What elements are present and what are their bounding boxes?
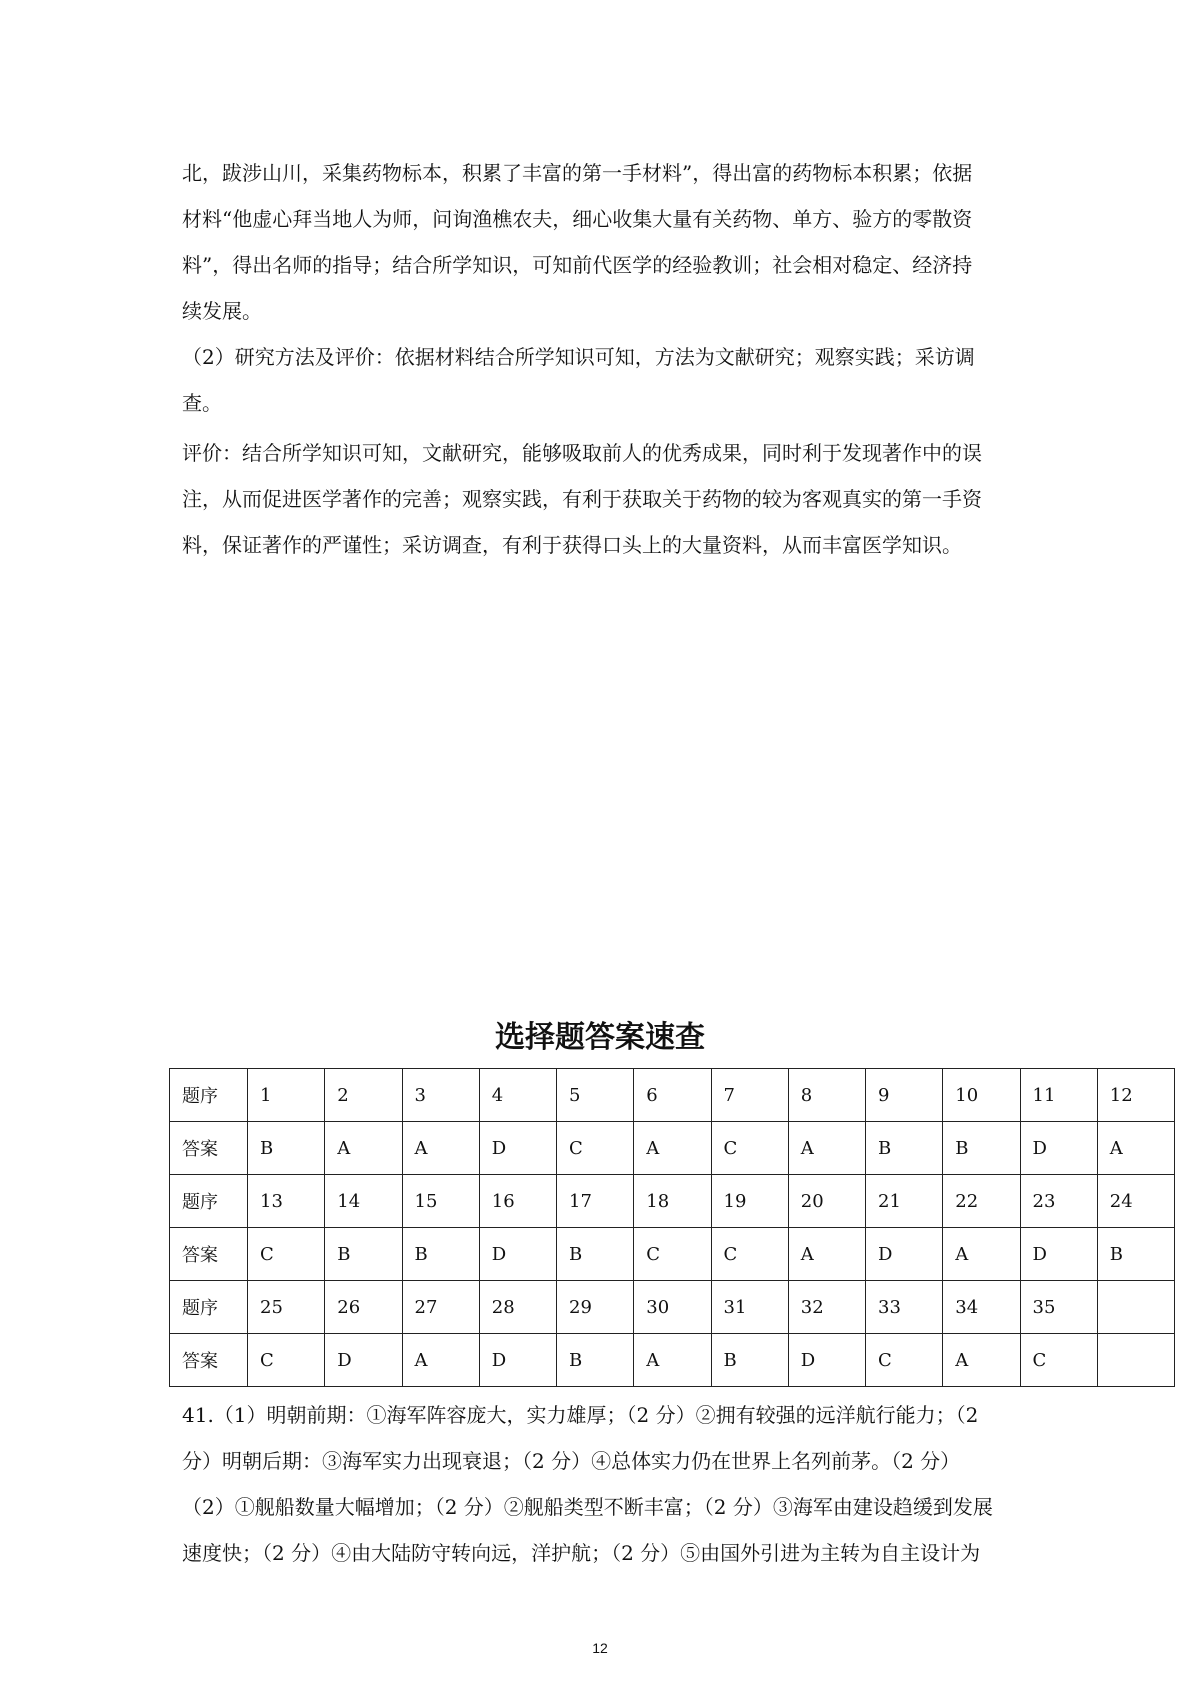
table-cell: 6 xyxy=(634,1069,711,1122)
table-cell: C xyxy=(634,1228,711,1281)
table-cell: B xyxy=(248,1122,325,1175)
text-line: 速度快；（2 分）④由大陆防守转向远，洋护航；（2 分）⑤由国外引进为主转为自主设计为 xyxy=(182,1541,981,1565)
table-row xyxy=(170,1122,1175,1175)
text-line: 查。 xyxy=(182,391,222,415)
paragraph-materials xyxy=(182,150,1022,334)
table-cell: 21 xyxy=(866,1175,943,1228)
table-cell: B xyxy=(557,1228,634,1281)
table-cell: 16 xyxy=(479,1175,556,1228)
table-cell: A xyxy=(634,1334,711,1387)
table-cell: C xyxy=(248,1334,325,1387)
table-cell: D xyxy=(866,1228,943,1281)
table-cell: D xyxy=(788,1334,865,1387)
table-cell: 27 xyxy=(402,1281,479,1334)
table-cell: B xyxy=(866,1122,943,1175)
table-row xyxy=(170,1069,1175,1122)
table-cell: D xyxy=(479,1228,556,1281)
table-cell: D xyxy=(325,1334,402,1387)
table-cell: 15 xyxy=(402,1175,479,1228)
table-cell: 11 xyxy=(1020,1069,1097,1122)
paragraph-evaluation xyxy=(182,430,1022,568)
table-cell: 31 xyxy=(711,1281,788,1334)
table-cell: 7 xyxy=(711,1069,788,1122)
text-line: 分）明朝后期：③海军实力出现衰退；（2 分）④总体实力仍在世界上名列前茅。（2 分） xyxy=(182,1449,961,1473)
paragraph-research-methods xyxy=(182,334,1022,426)
table-cell: B xyxy=(402,1228,479,1281)
table-cell: D xyxy=(1020,1122,1097,1175)
answer-table-title: 选择题答案速查 xyxy=(495,1020,705,1055)
table-cell: 33 xyxy=(866,1281,943,1334)
answer-table xyxy=(169,1068,1175,1387)
row-label: 题序 xyxy=(170,1069,248,1122)
table-cell: 30 xyxy=(634,1281,711,1334)
table-cell: C xyxy=(866,1334,943,1387)
table-cell: 2 xyxy=(325,1069,402,1122)
table-cell: C xyxy=(711,1228,788,1281)
table-cell: 4 xyxy=(479,1069,556,1122)
text-line: 注，从而促进医学著作的完善；观察实践，有利于获取关于药物的较为客观真实的第一手资 xyxy=(182,487,982,511)
table-cell: 24 xyxy=(1097,1175,1174,1228)
table-cell: A xyxy=(943,1334,1020,1387)
table-cell: 28 xyxy=(479,1281,556,1334)
text-line: 料”，得出名师的指导；结合所学知识，可知前代医学的经验教训；社会相对稳定、经济持 xyxy=(182,253,973,277)
page-number: 12 xyxy=(592,1640,608,1656)
table-cell: 35 xyxy=(1020,1281,1097,1334)
row-label: 题序 xyxy=(170,1281,248,1334)
table-cell: 22 xyxy=(943,1175,1020,1228)
table-cell: A xyxy=(402,1334,479,1387)
table-cell: 34 xyxy=(943,1281,1020,1334)
table-row xyxy=(170,1334,1175,1387)
table-cell xyxy=(1097,1334,1174,1387)
table-cell: 25 xyxy=(248,1281,325,1334)
table-cell: B xyxy=(325,1228,402,1281)
table-cell: 17 xyxy=(557,1175,634,1228)
answer-41-part-2 xyxy=(182,1484,1022,1576)
table-cell: B xyxy=(1097,1228,1174,1281)
table-cell: A xyxy=(788,1228,865,1281)
row-label: 题序 xyxy=(170,1175,248,1228)
table-cell: 32 xyxy=(788,1281,865,1334)
table-cell: 5 xyxy=(557,1069,634,1122)
table-cell: 12 xyxy=(1097,1069,1174,1122)
text-line: 北，跋涉山川，采集药物标本，积累了丰富的第一手材料”，得出富的药物标本积累；依据 xyxy=(182,161,973,185)
table-row xyxy=(170,1281,1175,1334)
text-line: （2）①舰船数量大幅增加；（2 分）②舰船类型不断丰富；（2 分）③海军由建设趋缓到发展 xyxy=(182,1495,993,1519)
table-cell: 19 xyxy=(711,1175,788,1228)
table-cell: A xyxy=(1097,1122,1174,1175)
table-cell: 9 xyxy=(866,1069,943,1122)
table-cell: 23 xyxy=(1020,1175,1097,1228)
table-cell: C xyxy=(557,1122,634,1175)
table-cell: C xyxy=(1020,1334,1097,1387)
table-cell: C xyxy=(711,1122,788,1175)
table-cell: 29 xyxy=(557,1281,634,1334)
row-label: 答案 xyxy=(170,1228,248,1281)
table-cell: A xyxy=(325,1122,402,1175)
table-cell: C xyxy=(248,1228,325,1281)
row-label: 答案 xyxy=(170,1122,248,1175)
text-line: 料，保证著作的严谨性；采访调查，有利于获得口头上的大量资料，从而丰富医学知识。 xyxy=(182,533,962,557)
table-cell: 8 xyxy=(788,1069,865,1122)
table-cell: 14 xyxy=(325,1175,402,1228)
table-cell: 10 xyxy=(943,1069,1020,1122)
table-row xyxy=(170,1175,1175,1228)
table-cell: A xyxy=(634,1122,711,1175)
text-line: 评价：结合所学知识可知，文献研究，能够吸取前人的优秀成果，同时利于发现著作中的误 xyxy=(182,441,982,465)
text-line: 续发展。 xyxy=(182,299,262,323)
table-cell: D xyxy=(479,1334,556,1387)
table-cell: 26 xyxy=(325,1281,402,1334)
row-label: 答案 xyxy=(170,1334,248,1387)
table-row xyxy=(170,1228,1175,1281)
answer-41-part-1 xyxy=(182,1392,1022,1484)
table-cell: A xyxy=(943,1228,1020,1281)
table-cell: A xyxy=(402,1122,479,1175)
table-cell: B xyxy=(557,1334,634,1387)
table-cell xyxy=(1097,1281,1174,1334)
table-cell: 3 xyxy=(402,1069,479,1122)
table-cell: D xyxy=(1020,1228,1097,1281)
table-cell: B xyxy=(943,1122,1020,1175)
table-cell: 13 xyxy=(248,1175,325,1228)
text-line: （2）研究方法及评价：依据材料结合所学知识可知，方法为文献研究；观察实践；采访调 xyxy=(182,345,975,369)
table-cell: 20 xyxy=(788,1175,865,1228)
table-cell: 1 xyxy=(248,1069,325,1122)
text-line: 41.（1）明朝前期：①海军阵容庞大，实力雄厚；（2 分）②拥有较强的远洋航行能力；（2 xyxy=(182,1403,979,1427)
table-cell: D xyxy=(479,1122,556,1175)
table-cell: 18 xyxy=(634,1175,711,1228)
text-line: 材料“他虚心拜当地人为师，问询渔樵农夫，细心收集大量有关药物、单方、验方的零散资 xyxy=(182,207,973,231)
table-cell: A xyxy=(788,1122,865,1175)
table-cell: B xyxy=(711,1334,788,1387)
